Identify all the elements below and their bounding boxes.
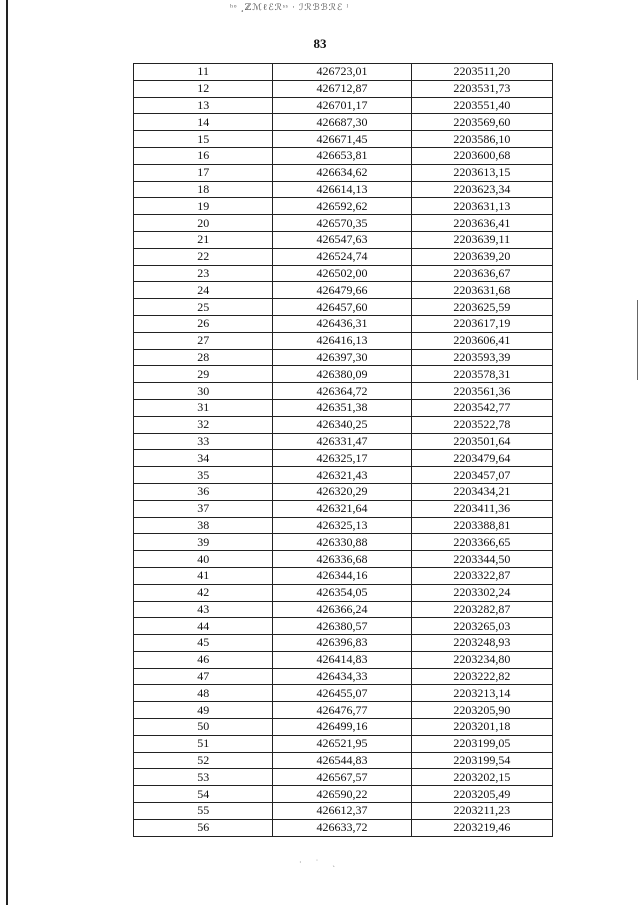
x-coordinate-cell: 426397,30 [273,349,411,366]
table-row [134,500,553,517]
y-coordinate-cell: 2203213,14 [411,685,552,702]
table-row [134,567,553,584]
scan-header-artifact: ʰᵒ ¸ℤℳℓℰℛˢˢ · ℐℛℬℬℛℰ ˡ [230,2,350,12]
y-coordinate-cell: 2203388,81 [411,517,552,534]
page-number: 83 [313,36,327,51]
table-row [134,635,553,652]
table-row [134,64,553,81]
table-row [134,366,553,383]
x-coordinate-cell: 426436,31 [273,315,411,332]
x-coordinate-cell: 426321,64 [273,500,411,517]
table-row [134,114,553,131]
x-coordinate-cell: 426502,00 [273,265,411,282]
point-number-cell: 13 [134,97,273,114]
x-coordinate-cell: 426479,66 [273,282,411,299]
x-coordinate-cell: 426592,62 [273,198,411,215]
point-number-cell: 12 [134,80,273,97]
y-coordinate-cell: 2203211,23 [411,803,552,820]
y-coordinate-cell: 2203201,18 [411,719,552,736]
table-row [134,819,553,836]
y-coordinate-cell: 2203205,90 [411,702,552,719]
table-row [134,719,553,736]
x-coordinate-cell: 426330,88 [273,534,411,551]
y-coordinate-cell: 2203631,13 [411,198,552,215]
x-coordinate-cell: 426521,95 [273,735,411,752]
x-coordinate-cell: 426331,47 [273,433,411,450]
table-row [134,299,553,316]
point-number-cell: 42 [134,584,273,601]
point-number-cell: 43 [134,601,273,618]
y-coordinate-cell: 2203302,24 [411,584,552,601]
point-number-cell: 14 [134,114,273,131]
point-number-cell: 53 [134,769,273,786]
table-row [134,147,553,164]
y-coordinate-cell: 2203344,50 [411,551,552,568]
point-number-cell: 23 [134,265,273,282]
point-number-cell: 16 [134,147,273,164]
scan-left-border [6,0,8,905]
point-number-cell: 11 [134,64,273,81]
table-row [134,551,553,568]
y-coordinate-cell: 2203593,39 [411,349,552,366]
y-coordinate-cell: 2203479,64 [411,450,552,467]
y-coordinate-cell: 2203586,10 [411,131,552,148]
x-coordinate-cell: 426380,09 [273,366,411,383]
table-row [134,231,553,248]
x-coordinate-cell: 426612,37 [273,803,411,820]
x-coordinate-cell: 426336,68 [273,551,411,568]
point-number-cell: 46 [134,651,273,668]
y-coordinate-cell: 2203636,67 [411,265,552,282]
x-coordinate-cell: 426455,07 [273,685,411,702]
table-row [134,80,553,97]
y-coordinate-cell: 2203219,46 [411,819,552,836]
y-coordinate-cell: 2203551,40 [411,97,552,114]
point-number-cell: 34 [134,450,273,467]
table-row [134,248,553,265]
table-row [134,332,553,349]
table-row [134,752,553,769]
point-number-cell: 19 [134,198,273,215]
y-coordinate-cell: 2203366,65 [411,534,552,551]
point-number-cell: 21 [134,231,273,248]
x-coordinate-cell: 426476,77 [273,702,411,719]
x-coordinate-cell: 426416,13 [273,332,411,349]
point-number-cell: 28 [134,349,273,366]
table-row [134,315,553,332]
x-coordinate-cell: 426701,17 [273,97,411,114]
point-number-cell: 31 [134,399,273,416]
point-number-cell: 51 [134,735,273,752]
x-coordinate-cell: 426687,30 [273,114,411,131]
table-row [134,584,553,601]
point-number-cell: 22 [134,248,273,265]
x-coordinate-cell: 426344,16 [273,567,411,584]
table-row [134,735,553,752]
table-row [134,483,553,500]
y-coordinate-cell: 2203457,07 [411,467,552,484]
y-coordinate-cell: 2203531,73 [411,80,552,97]
table-row [134,702,553,719]
y-coordinate-cell: 2203234,80 [411,651,552,668]
y-coordinate-cell: 2203578,31 [411,366,552,383]
point-number-cell: 38 [134,517,273,534]
point-number-cell: 52 [134,752,273,769]
table-row [134,349,553,366]
point-number-cell: 29 [134,366,273,383]
y-coordinate-cell: 2203639,11 [411,231,552,248]
table-row [134,668,553,685]
point-number-cell: 37 [134,500,273,517]
y-coordinate-cell: 2203522,78 [411,416,552,433]
scan-right-mark [637,300,638,380]
y-coordinate-cell: 2203202,15 [411,769,552,786]
y-coordinate-cell: 2203199,54 [411,752,552,769]
table-row [134,517,553,534]
point-number-cell: 17 [134,164,273,181]
x-coordinate-cell: 426712,87 [273,80,411,97]
table-row [134,786,553,803]
x-coordinate-cell: 426320,29 [273,483,411,500]
y-coordinate-cell: 2203600,68 [411,147,552,164]
x-coordinate-cell: 426351,38 [273,399,411,416]
point-number-cell: 49 [134,702,273,719]
table-row [134,282,553,299]
point-number-cell: 18 [134,181,273,198]
scan-footer-artifact: · ˙ ˎ [299,858,341,867]
table-row [134,803,553,820]
point-number-cell: 41 [134,567,273,584]
table-row [134,265,553,282]
table-row [134,433,553,450]
point-number-cell: 45 [134,635,273,652]
point-number-cell: 30 [134,383,273,400]
point-number-cell: 25 [134,299,273,316]
y-coordinate-cell: 2203501,64 [411,433,552,450]
y-coordinate-cell: 2203248,93 [411,635,552,652]
point-number-cell: 39 [134,534,273,551]
y-coordinate-cell: 2203322,87 [411,567,552,584]
table-row [134,601,553,618]
table-row [134,383,553,400]
point-number-cell: 47 [134,668,273,685]
y-coordinate-cell: 2203625,59 [411,299,552,316]
point-number-cell: 24 [134,282,273,299]
point-number-cell: 36 [134,483,273,500]
y-coordinate-cell: 2203569,60 [411,114,552,131]
table-row [134,181,553,198]
x-coordinate-cell: 426547,63 [273,231,411,248]
table-row [134,198,553,215]
x-coordinate-cell: 426544,83 [273,752,411,769]
point-number-cell: 48 [134,685,273,702]
x-coordinate-cell: 426380,57 [273,618,411,635]
y-coordinate-cell: 2203617,19 [411,315,552,332]
point-number-cell: 44 [134,618,273,635]
x-coordinate-cell: 426653,81 [273,147,411,164]
point-number-cell: 26 [134,315,273,332]
y-coordinate-cell: 2203631,68 [411,282,552,299]
y-coordinate-cell: 2203613,15 [411,164,552,181]
y-coordinate-cell: 2203511,20 [411,64,552,81]
point-number-cell: 54 [134,786,273,803]
y-coordinate-cell: 2203411,36 [411,500,552,517]
table-row [134,131,553,148]
x-coordinate-cell: 426499,16 [273,719,411,736]
point-number-cell: 33 [134,433,273,450]
table-row [134,651,553,668]
table-row [134,467,553,484]
table-row [134,685,553,702]
point-number-cell: 15 [134,131,273,148]
x-coordinate-cell: 426366,24 [273,601,411,618]
x-coordinate-cell: 426325,17 [273,450,411,467]
x-coordinate-cell: 426434,33 [273,668,411,685]
x-coordinate-cell: 426723,01 [273,64,411,81]
x-coordinate-cell: 426325,13 [273,517,411,534]
x-coordinate-cell: 426340,25 [273,416,411,433]
x-coordinate-cell: 426614,13 [273,181,411,198]
x-coordinate-cell: 426590,22 [273,786,411,803]
x-coordinate-cell: 426396,83 [273,635,411,652]
table-row [134,97,553,114]
table-row [134,769,553,786]
x-coordinate-cell: 426634,62 [273,164,411,181]
point-number-cell: 35 [134,467,273,484]
y-coordinate-cell: 2203199,05 [411,735,552,752]
x-coordinate-cell: 426633,72 [273,819,411,836]
y-coordinate-cell: 2203282,87 [411,601,552,618]
x-coordinate-cell: 426321,43 [273,467,411,484]
y-coordinate-cell: 2203636,41 [411,215,552,232]
y-coordinate-cell: 2203623,34 [411,181,552,198]
point-number-cell: 40 [134,551,273,568]
x-coordinate-cell: 426354,05 [273,584,411,601]
x-coordinate-cell: 426414,83 [273,651,411,668]
table-row [134,399,553,416]
point-number-cell: 50 [134,719,273,736]
point-number-cell: 55 [134,803,273,820]
table-row [134,534,553,551]
table-row [134,164,553,181]
y-coordinate-cell: 2203265,03 [411,618,552,635]
y-coordinate-cell: 2203222,82 [411,668,552,685]
x-coordinate-cell: 426457,60 [273,299,411,316]
table-row [134,618,553,635]
y-coordinate-cell: 2203606,41 [411,332,552,349]
point-number-cell: 56 [134,819,273,836]
x-coordinate-cell: 426671,45 [273,131,411,148]
table-row [134,450,553,467]
x-coordinate-cell: 426524,74 [273,248,411,265]
y-coordinate-cell: 2203639,20 [411,248,552,265]
y-coordinate-cell: 2203434,21 [411,483,552,500]
table-row [134,215,553,232]
coordinates-table [133,63,553,837]
point-number-cell: 32 [134,416,273,433]
x-coordinate-cell: 426364,72 [273,383,411,400]
y-coordinate-cell: 2203205,49 [411,786,552,803]
point-number-cell: 20 [134,215,273,232]
coordinates-table-body [134,64,553,837]
x-coordinate-cell: 426570,35 [273,215,411,232]
table-row [134,416,553,433]
y-coordinate-cell: 2203561,36 [411,383,552,400]
x-coordinate-cell: 426567,57 [273,769,411,786]
point-number-cell: 27 [134,332,273,349]
y-coordinate-cell: 2203542,77 [411,399,552,416]
